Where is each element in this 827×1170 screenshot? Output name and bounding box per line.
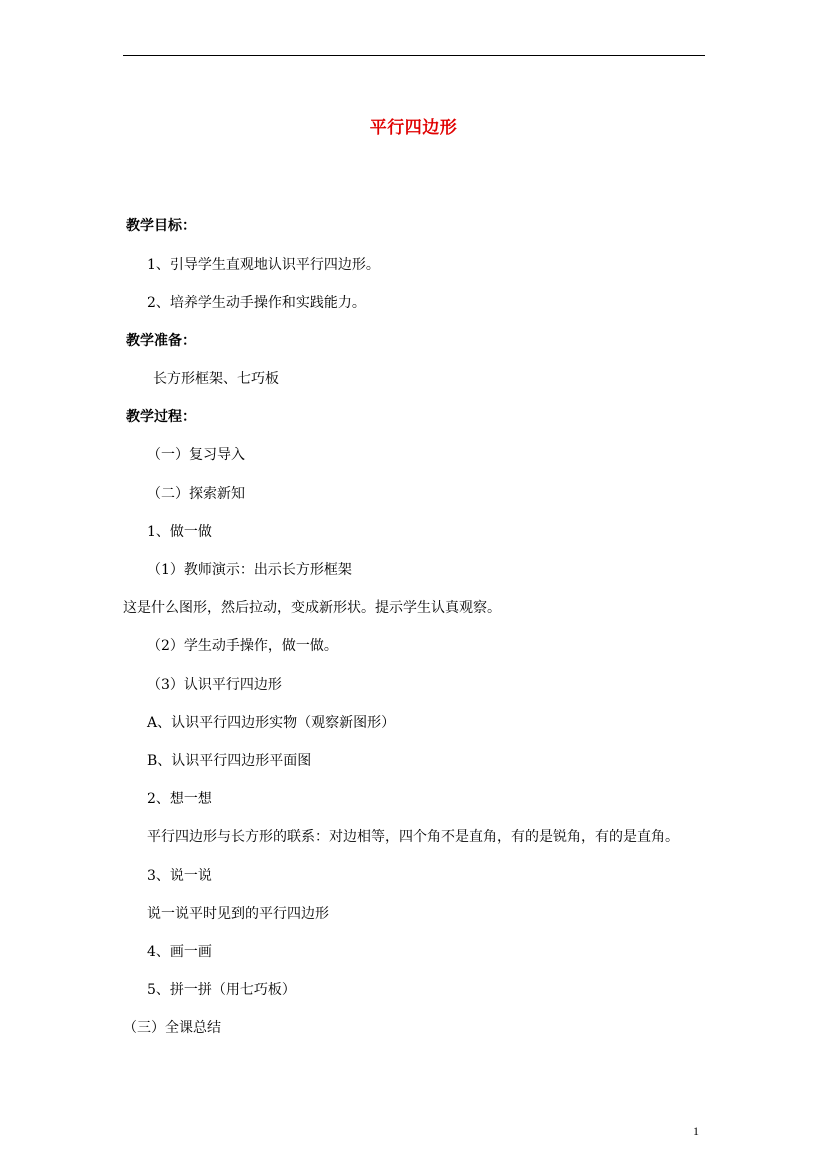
goal-item-1: 1、引导学生直观地认识平行四边形。 xyxy=(147,257,380,273)
step-3: 3、说一说 xyxy=(147,868,212,884)
step-5: 5、拼一拼（用七巧板） xyxy=(147,982,296,998)
step-1-2: （2）学生动手操作，做一做。 xyxy=(147,638,338,654)
summary-section: （三）全课总结 xyxy=(123,1020,221,1036)
goal-item-2: 2、培养学生动手操作和实践能力。 xyxy=(147,295,366,311)
step-1: 1、做一做 xyxy=(147,524,212,540)
page-number: 1 xyxy=(693,1124,699,1138)
step-2-detail: 平行四边形与长方形的联系：对边相等，四个角不是直角，有的是锐角，有的是直角。 xyxy=(147,829,679,845)
document-title: 平行四边形 xyxy=(369,118,458,138)
step-1-1-detail: 这是什么图形，然后拉动，变成新形状。提示学生认真观察。 xyxy=(123,600,501,616)
review-section: （一）复习导入 xyxy=(147,447,245,463)
explore-section: （二）探索新知 xyxy=(147,486,245,502)
step-1-3-a: A、认识平行四边形实物（观察新图形） xyxy=(147,715,396,731)
step-1-3: （3）认识平行四边形 xyxy=(147,677,282,693)
step-4: 4、画一画 xyxy=(147,944,212,960)
process-heading: 教学过程： xyxy=(126,409,196,425)
step-2: 2、想一想 xyxy=(147,791,212,807)
step-3-detail: 说一说平时见到的平行四边形 xyxy=(147,906,329,922)
header-rule xyxy=(123,55,705,56)
step-1-3-b: B、认识平行四边形平面图 xyxy=(147,753,312,769)
prep-heading: 教学准备： xyxy=(126,333,196,349)
goals-heading: 教学目标： xyxy=(126,218,196,234)
step-1-1: （1）教师演示：出示长方形框架 xyxy=(147,562,352,578)
prep-text: 长方形框架、七巧板 xyxy=(153,371,279,387)
